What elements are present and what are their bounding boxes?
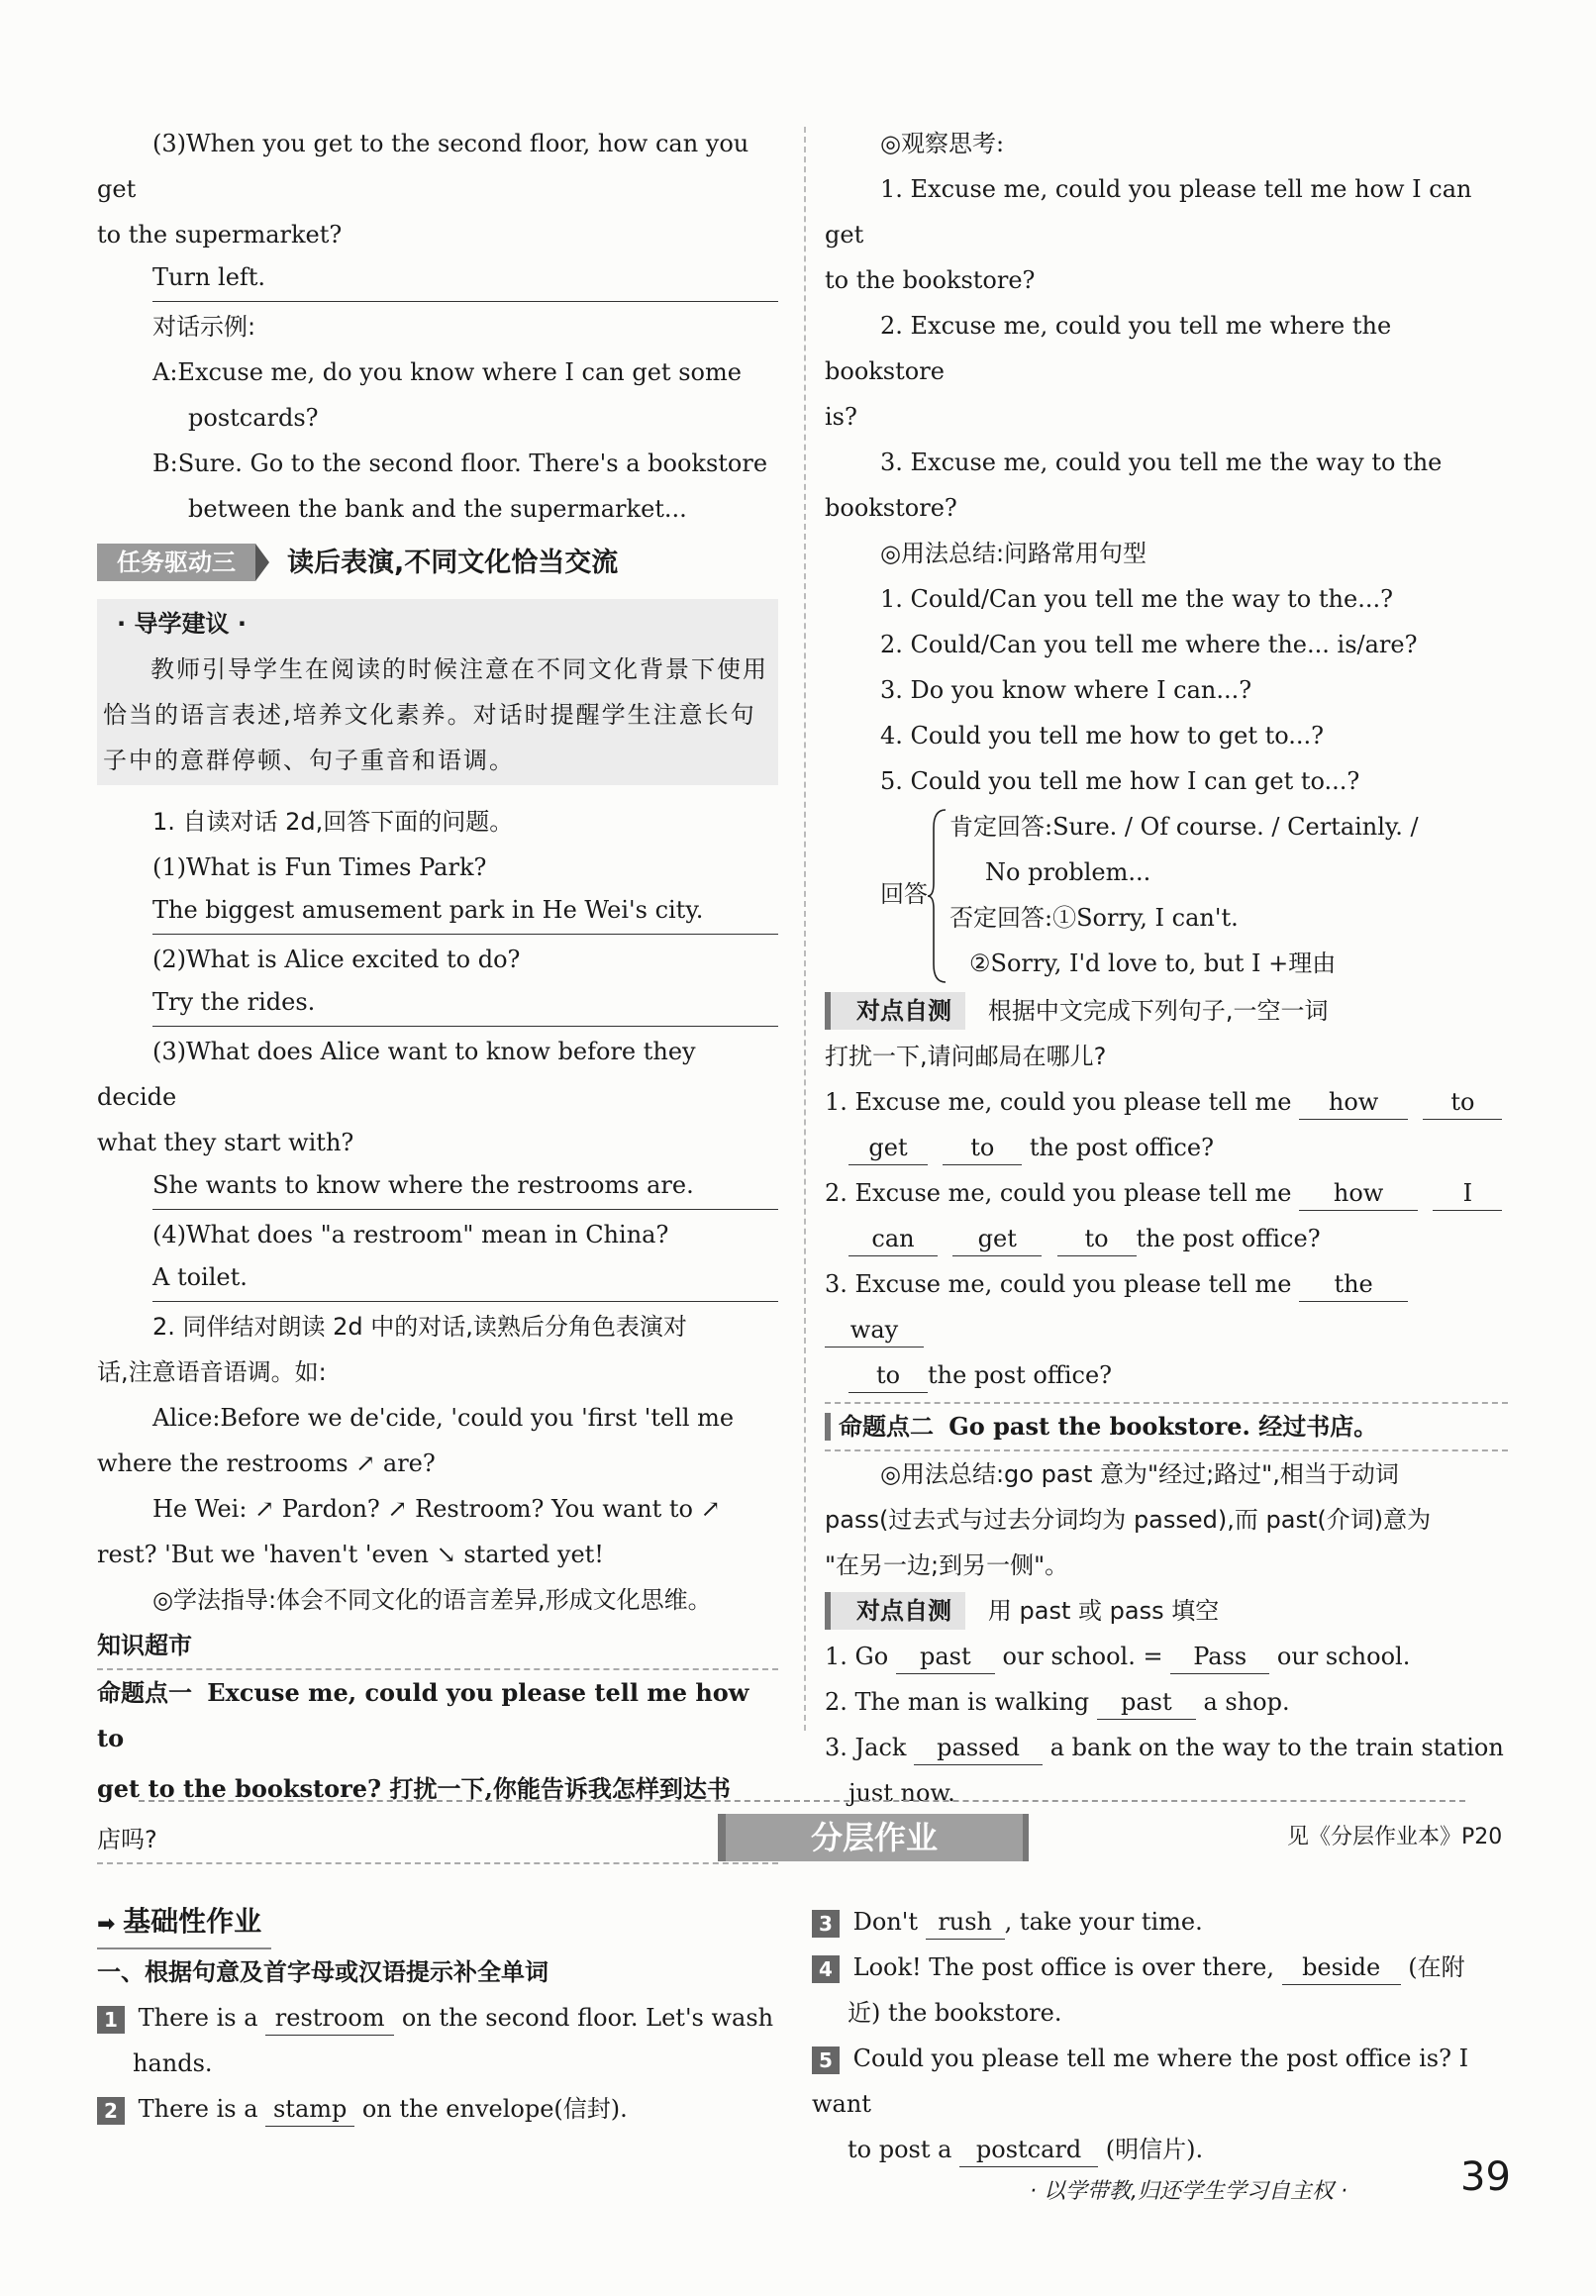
item-text: Don't	[852, 1908, 919, 1936]
dialog-hewei: He Wei: ↗ Pardon? ↗ Restroom? You want to ↗	[152, 1495, 721, 1523]
item-text: hands.	[133, 2049, 213, 2077]
test-item-2-cont	[825, 1216, 1508, 1261]
usage-3: 3. Do you know where I can...?	[880, 676, 1252, 704]
observe-3-cont: bookstore?	[825, 494, 957, 522]
dialog-alice: Alice:Before we de'cide, 'could you 'first 'tell me	[152, 1404, 735, 1432]
homework-reference: 见《分层作业本》P20	[1287, 1825, 1503, 1849]
guide-title: · 导学建议 ·	[117, 610, 247, 638]
question: (4)What does "a restroom" mean in China?	[152, 1221, 669, 1248]
usage-heading: ◎用法总结:问路常用句型	[880, 540, 1147, 567]
answer-blank: way	[825, 1313, 924, 1348]
item-text: on the envelope(信封).	[361, 2095, 628, 2123]
answer-blank: can	[848, 1222, 938, 1256]
item-text: (明信片).	[1105, 2136, 1204, 2163]
test-text: our school.	[1276, 1643, 1411, 1670]
left-column	[97, 121, 778, 1864]
point-2-usage-2: pass(过去式与过去分词均为 passed),而 past(介词)意为	[825, 1506, 1432, 1534]
test-text: 3. Excuse me, could you please tell me	[825, 1270, 1292, 1298]
usage-2: 2. Could/Can you tell me where the... is/are?	[880, 631, 1418, 658]
page-number: 39	[1460, 2154, 1511, 2200]
point-1-text: Excuse me, could you please tell me how to	[97, 1678, 749, 1752]
self-test-chinese: 打扰一下,请问邮局在哪儿?	[825, 1043, 1107, 1070]
dialog-b-line1: B:Sure. Go to the second floor. There's a bookstore	[152, 449, 768, 477]
step-2-cont: 话,注意语音语调。如:	[97, 1358, 327, 1386]
number-badge: 4	[812, 1955, 840, 1983]
reply-label: 回答	[880, 880, 928, 908]
observe-heading: ◎观察思考:	[880, 130, 1005, 157]
item-text: There is a	[138, 2095, 258, 2123]
self-test-instruction: 用 past 或 pass 填空	[987, 1597, 1220, 1625]
dialog-a-line1: A:Excuse me, do you know where I can get some	[152, 358, 742, 386]
test-text: 2. The man is walking	[825, 1688, 1090, 1716]
test-item-3	[825, 1261, 1508, 1352]
column-divider	[804, 127, 806, 1731]
point-2-tag: 命题点二	[825, 1413, 934, 1441]
test-text: our school. =	[1002, 1643, 1163, 1670]
observe-2: 2. Excuse me, could you tell me where the bookstore	[825, 312, 1392, 385]
question: (1)What is Fun Times Park?	[152, 853, 487, 881]
homework-banner: 分层作业	[718, 1814, 1029, 1861]
self-test-tag: 对点自测	[825, 992, 965, 1030]
answer-blank: how	[1299, 1176, 1418, 1211]
self-test-instruction: 根据中文完成下列句子,一空一词	[987, 997, 1329, 1025]
answer-blank: I	[1433, 1176, 1502, 1211]
pass-item-2	[825, 1679, 1508, 1725]
step-1: 1. 自读对话 2d,回答下面的问题。	[152, 808, 514, 836]
answer-line: She wants to know where the restrooms are.	[152, 1165, 778, 1210]
homework-right	[812, 1899, 1505, 2172]
number-badge: 5	[812, 2046, 840, 2074]
positive-reply: 肯定回答:Sure. / Of course. / Certainly. /	[949, 813, 1419, 841]
number-badge: 2	[97, 2097, 125, 2125]
answer-blank: past	[896, 1640, 995, 1674]
answer-blank: to	[848, 1358, 928, 1393]
pass-item-1	[825, 1634, 1508, 1679]
question-cont: what they start with?	[97, 1129, 354, 1156]
point-1-text-2: get to the bookstore? 打扰一下,你能告诉我怎样到达书	[97, 1774, 731, 1803]
test-text: 1. Go	[825, 1643, 889, 1670]
question-3-line2: to the supermarket?	[97, 221, 343, 249]
dialog-title: 对话示例:	[152, 313, 256, 341]
number-badge: 1	[97, 2006, 125, 2034]
usage-1: 1. Could/Can you tell me the way to the...?	[880, 585, 1393, 613]
point-1-text-3: 店吗?	[97, 1826, 157, 1853]
question-3-line1: (3)When you get to the second floor, how can you get	[97, 130, 749, 203]
test-text: 3. Jack	[825, 1734, 907, 1761]
method-guide: ◎学法指导:体会不同文化的语言差异,形成文化思维。	[152, 1586, 712, 1614]
arrow-icon: ➡	[97, 1912, 116, 1937]
item-text: to post a	[848, 2136, 952, 2163]
point-2-usage-3: "在另一边;到另一侧"。	[825, 1551, 1069, 1579]
brace-icon	[928, 808, 948, 984]
usage-4: 4. Could you tell me how to get to...?	[880, 722, 1325, 749]
test-item-3-cont	[825, 1352, 1508, 1398]
item-text: on the second floor. Let's wash	[401, 2004, 774, 2032]
dialog-b-line2: between the bank and the supermarket...	[188, 495, 687, 523]
right-column	[825, 121, 1508, 1816]
answer-blank: how	[1299, 1085, 1408, 1120]
test-text: the post office?	[1029, 1134, 1214, 1161]
guide-box	[97, 599, 778, 785]
point-1-box	[97, 1668, 778, 1864]
answer-blank: restroom	[265, 2001, 394, 2036]
answer-line: Try the rides.	[152, 982, 778, 1027]
reply-block	[825, 804, 1508, 986]
answer-line: Turn left.	[152, 257, 778, 302]
answer-line: The biggest amusement park in He Wei's city.	[152, 890, 778, 935]
point-2-text: Go past the bookstore. 经过书店。	[948, 1412, 1378, 1441]
answer-blank: to	[1057, 1222, 1137, 1256]
observe-1-cont: to the bookstore?	[825, 266, 1036, 294]
test-text: 2. Excuse me, could you please tell me	[825, 1179, 1292, 1207]
question: (2)What is Alice excited to do?	[152, 946, 521, 973]
task-tag: 任务驱动三	[97, 544, 255, 581]
homework-left	[97, 1899, 790, 2132]
pass-item-3	[825, 1725, 1508, 1770]
item-text: Could you please tell me where the post office is? I want	[812, 2045, 1469, 2118]
task-title: 读后表演,不同文化恰当交流	[287, 548, 619, 578]
dialog-alice-cont: where the restrooms ↗ are?	[97, 1449, 436, 1477]
step-2: 2. 同伴结对朗读 2d 中的对话,读熟后分角色表演对	[152, 1313, 687, 1341]
dialog-hewei-cont: rest? 'But we 'haven't 'even ↘ started yet!	[97, 1541, 604, 1568]
test-item-2	[825, 1170, 1508, 1216]
test-text: 1. Excuse me, could you please tell me	[825, 1088, 1292, 1116]
basic-homework-title: 基础性作业	[123, 1905, 262, 1938]
usage-5: 5. Could you tell me how I can get to...?	[880, 767, 1360, 795]
negative-reply-1: 否定回答:①Sorry, I can't.	[949, 904, 1239, 932]
answer-blank: rush	[926, 1905, 1005, 1940]
point-2-box	[825, 1402, 1508, 1451]
guide-text: 教师引导学生在阅读的时候注意在不同文化背景下使用恰当的语言表述,培养文化素养。对话时提醒学生注意长句子中的意群停顿、句子重音和语调。	[103, 655, 768, 774]
test-text: the post office?	[928, 1361, 1113, 1389]
item-text: 近) the bookstore.	[848, 1999, 1062, 2027]
dialog-a-line2: postcards?	[188, 404, 319, 432]
test-text: a shop.	[1203, 1688, 1290, 1716]
answer-blank: get	[848, 1131, 928, 1165]
banner-rule	[139, 1800, 1465, 1802]
answer-blank: stamp	[265, 2092, 354, 2127]
observe-1: 1. Excuse me, could you please tell me how I can get	[825, 175, 1472, 249]
test-text: a bank on the way to the train station	[1049, 1734, 1504, 1761]
point-1-tag: 命题点一	[97, 1679, 192, 1707]
answer-blank: Pass	[1170, 1640, 1269, 1674]
answer-blank: the	[1299, 1267, 1408, 1302]
point-2-usage: ◎用法总结:go past 意为"经过;路过",相当于动词	[880, 1460, 1399, 1488]
knowledge-market-heading: 知识超市	[97, 1632, 192, 1659]
answer-blank: to	[943, 1131, 1022, 1165]
test-text: the post office?	[1136, 1225, 1321, 1252]
answer-blank: beside	[1282, 1950, 1401, 1985]
self-test-tag: 对点自测	[825, 1592, 965, 1630]
positive-reply-cont: No problem...	[985, 858, 1151, 886]
test-item-1-cont	[825, 1125, 1508, 1170]
answer-blank: postcard	[959, 2133, 1098, 2167]
answer-line: A toilet.	[152, 1257, 778, 1302]
item-text: Look! The post office is over there,	[852, 1953, 1274, 1981]
footer-motto: · 以学带教,归还学生学习自主权 ·	[1030, 2179, 1347, 2204]
number-badge: 3	[812, 1910, 840, 1938]
part-1-heading: 一、根据句意及首字母或汉语提示补全单词	[97, 1958, 549, 1986]
question: (3)What does Alice want to know before they decide	[97, 1038, 696, 1111]
observe-2-cont: is?	[825, 403, 857, 431]
answer-blank: past	[1097, 1685, 1196, 1720]
negative-reply-2: ②Sorry, I'd love to, but I +理由	[969, 949, 1337, 977]
pass-item-3-cont: just now.	[848, 1779, 955, 1807]
observe-3: 3. Excuse me, could you tell me the way to the	[880, 449, 1443, 476]
item-text: , take your time.	[1004, 1908, 1203, 1936]
test-item-1	[825, 1079, 1508, 1125]
answer-blank: passed	[914, 1731, 1043, 1765]
arrow-icon	[255, 544, 269, 581]
item-text: (在附	[1408, 1953, 1465, 1981]
task-banner	[97, 538, 778, 589]
answer-blank: get	[952, 1222, 1042, 1256]
item-text: There is a	[138, 2004, 258, 2032]
answer-blank: to	[1423, 1085, 1502, 1120]
